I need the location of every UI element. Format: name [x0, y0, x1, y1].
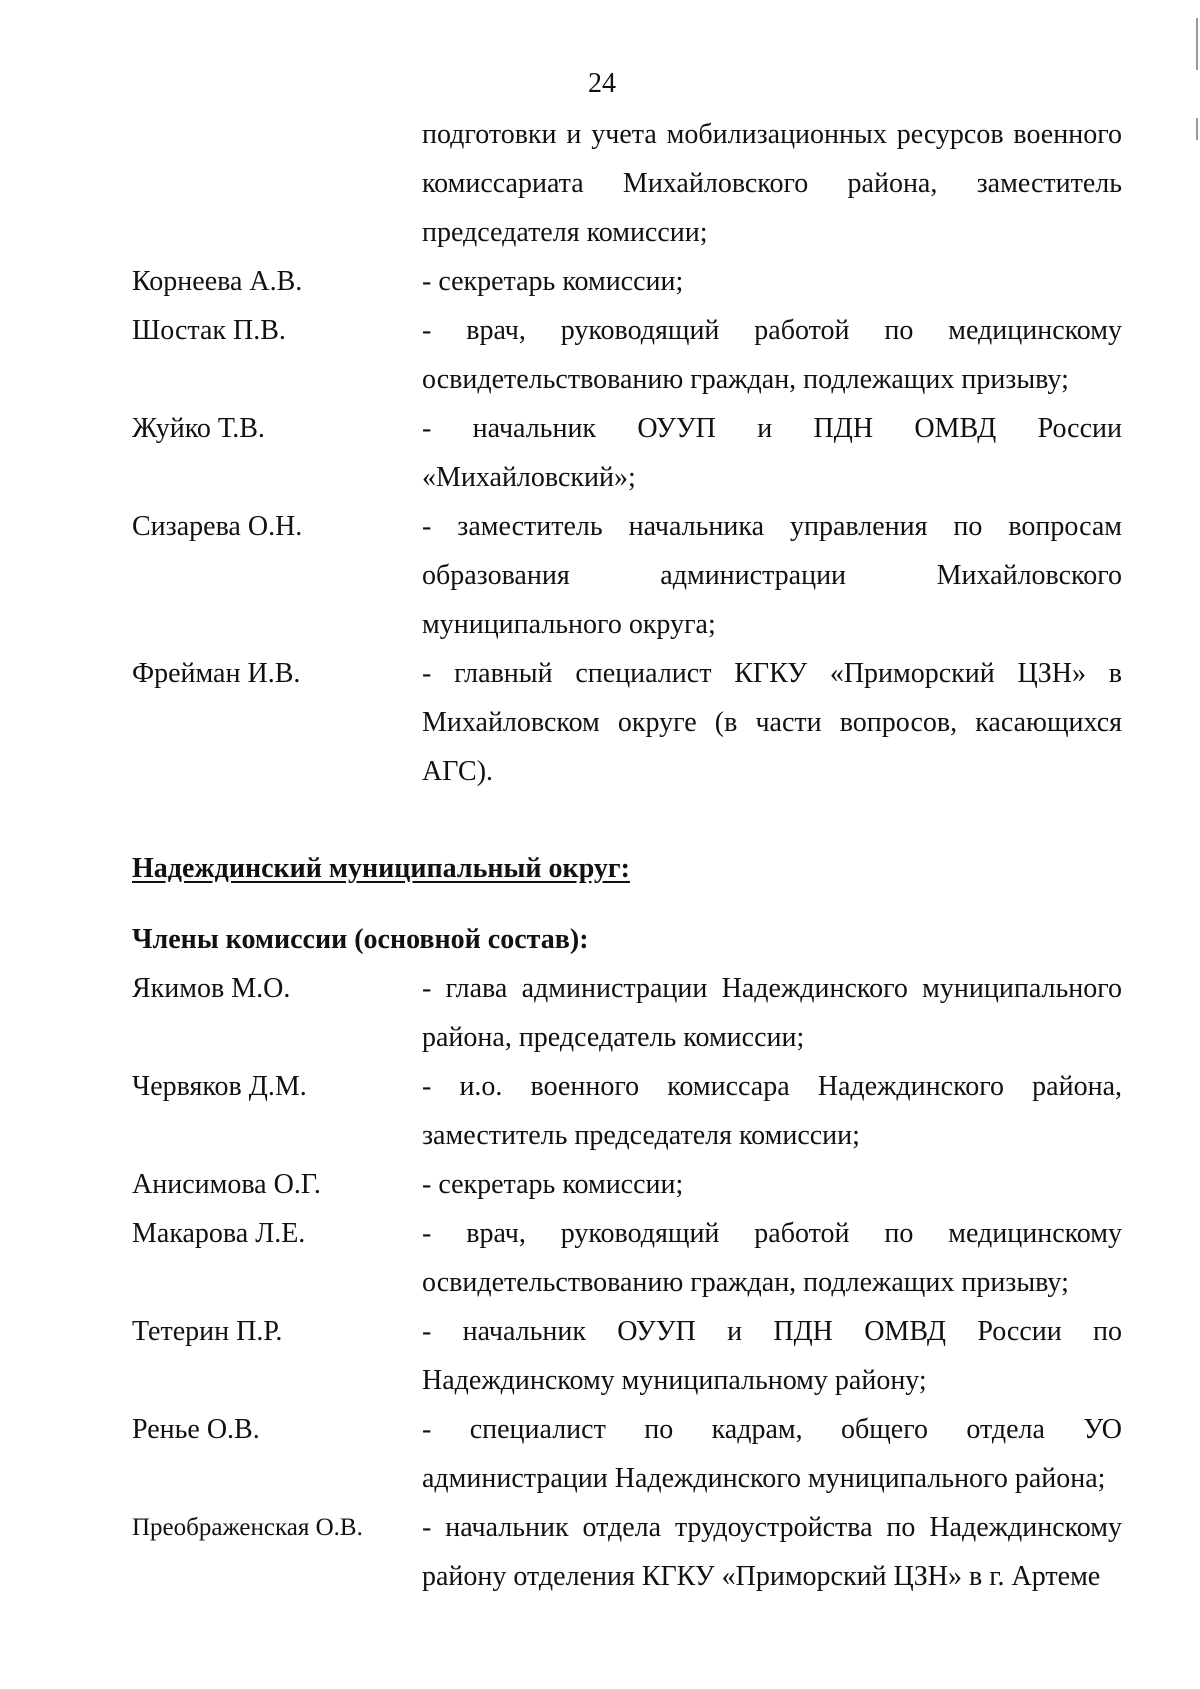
- member-row: [132, 404, 1122, 502]
- member-row: [132, 257, 1122, 306]
- member-role: - специалист по кадрам, общего отдела УО администрации Надеждинского муниципального района;: [422, 1414, 1122, 1494]
- member-row: [132, 1405, 1122, 1503]
- member-row: [132, 964, 1122, 1062]
- member-row: [132, 1503, 1122, 1601]
- member-role: - главный специалист КГКУ «Приморский ЦЗН» в Михайловском округе (в части вопросов, касающихся АГС).: [422, 658, 1122, 787]
- member-name: Шостак П.В.: [132, 315, 286, 346]
- member-name: Преображенская О.В.: [132, 1514, 363, 1541]
- member-name: Червяков Д.М.: [132, 1071, 307, 1102]
- member-name: Анисимова О.Г.: [132, 1169, 321, 1200]
- member-name: Макарова Л.Е.: [132, 1218, 306, 1249]
- member-row: [132, 1307, 1122, 1405]
- member-role: - начальник отдела трудоустройства по Надеждинскому району отделения КГКУ «Приморский ЦЗН» в г. Артеме: [422, 1512, 1122, 1592]
- member-row: [132, 1209, 1122, 1307]
- page-number: 24: [588, 68, 616, 99]
- member-role: - глава администрации Надеждинского муниципального района, председатель комиссии;: [422, 973, 1122, 1053]
- member-row: [132, 1160, 1122, 1209]
- member-role: - заместитель начальника управления по вопросам образования администрации Михайловского муниципального округа;: [422, 511, 1122, 640]
- member-name: Сизарева О.Н.: [132, 511, 303, 542]
- member-role: - секретарь комиссии;: [422, 1169, 684, 1200]
- member-row: [132, 1062, 1122, 1160]
- member-name: Корнеева А.В.: [132, 266, 303, 297]
- section-title: Надеждинский муниципальный округ:: [132, 853, 630, 884]
- member-role: - начальник ОУУП и ПДН ОМВД России «Михайловский»;: [422, 413, 1122, 493]
- member-row: [132, 502, 1122, 649]
- member-role: - врач, руководящий работой по медицинскому освидетельствованию граждан, подлежащих призыву;: [422, 315, 1122, 395]
- member-name: Ренье О.В.: [132, 1414, 260, 1445]
- document-body: [132, 110, 1122, 1601]
- member-name: Якимов М.О.: [132, 973, 291, 1004]
- member-name: Тетерин П.Р.: [132, 1316, 283, 1347]
- member-name: Фрейман И.В.: [132, 658, 301, 689]
- member-name: Жуйко Т.В.: [132, 413, 265, 444]
- member-row: [132, 649, 1122, 796]
- scan-edge-mark: [1196, 18, 1198, 70]
- member-row-continuation: [132, 110, 1122, 257]
- member-role: - начальник ОУУП и ПДН ОМВД России по Надеждинскому муниципальному району;: [422, 1316, 1122, 1396]
- member-role: - и.о. военного комиссара Надеждинского района, заместитель председателя комиссии;: [422, 1071, 1122, 1151]
- member-row: [132, 306, 1122, 404]
- member-role: - врач, руководящий работой по медицинскому освидетельствованию граждан, подлежащих призыву;: [422, 1218, 1122, 1298]
- member-role: подготовки и учета мобилизационных ресурсов военного комиссариата Михайловского района, заместитель председателя комиссии;: [422, 119, 1122, 248]
- scan-edge-mark: [1196, 118, 1198, 140]
- member-role: - секретарь комиссии;: [422, 266, 684, 297]
- subsection-title: Члены комиссии (основной состав):: [132, 924, 589, 955]
